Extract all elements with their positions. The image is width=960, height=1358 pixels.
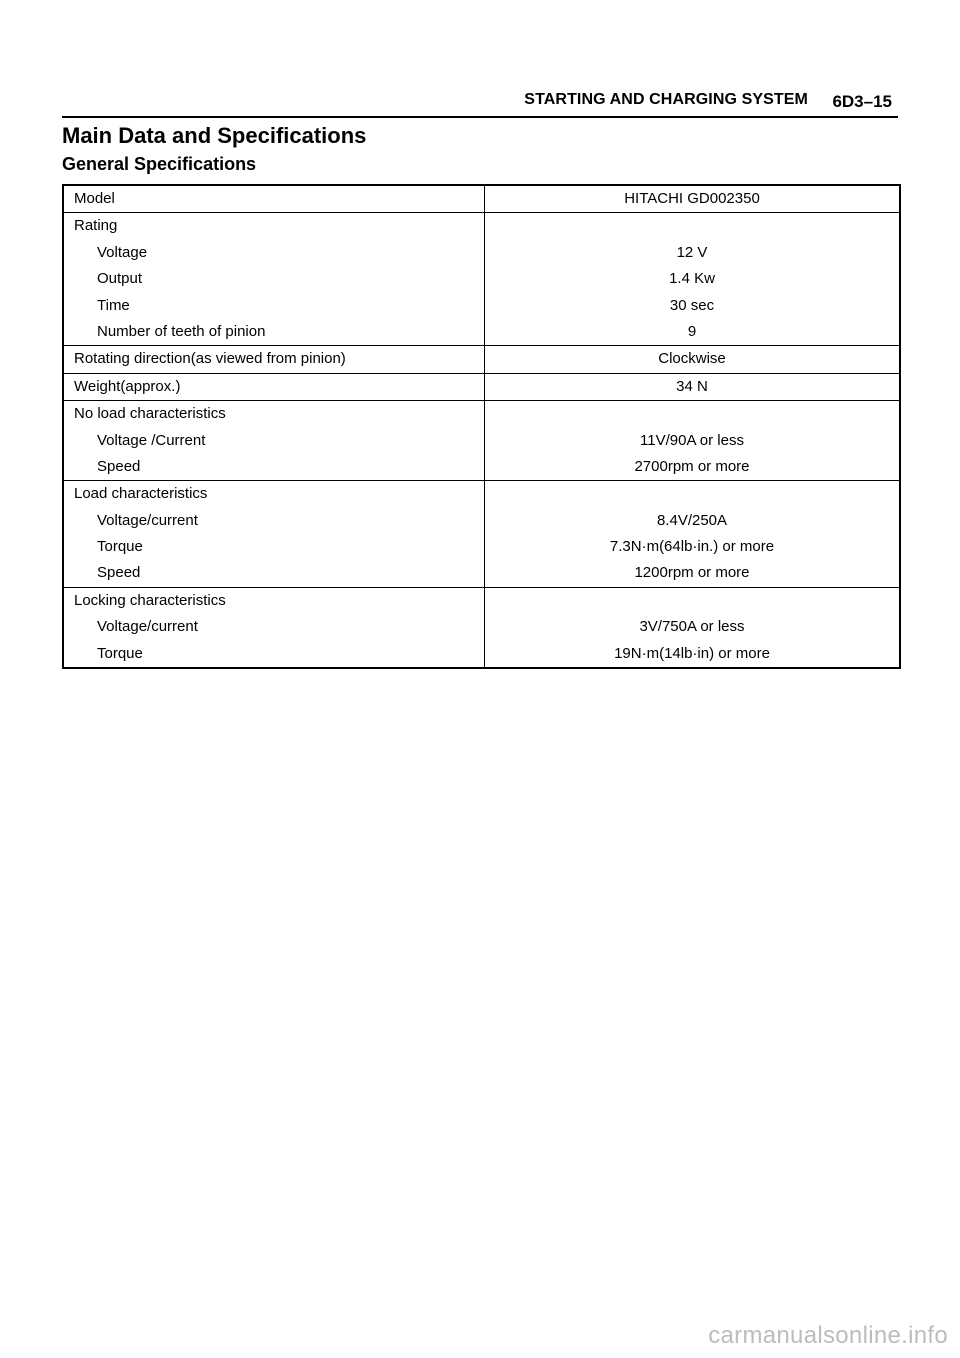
spec-value-cell [485,346,901,373]
spec-item-label: Rating [74,217,118,235]
spec-subitem-label: Output [97,270,143,288]
spec-subitem-label: Voltage /Current [97,431,206,449]
table-row [63,587,900,668]
spec-subitem-label: Speed [97,564,141,582]
table-row [63,481,900,588]
spec-subitem-label: Torque [97,538,143,556]
spec-item-label: Load characteristics [74,485,208,503]
spec-value: 8.4V/250A [656,511,728,529]
spec-item-label: Locking characteristics [74,591,226,609]
spec-subitem-label: Voltage [97,243,148,261]
spec-item-label: No load characteristics [74,405,226,423]
spec-subitem-label: Torque [97,644,143,662]
spec-subitem-label: Speed [97,457,141,475]
spec-value-cell [485,185,901,213]
spec-value: 1.4 Kw [669,270,715,288]
spec-value: 34 N [676,377,708,395]
spec-label-cell [63,185,485,213]
watermark-logo: carmanualsonline.info [708,1322,948,1349]
page-title: Main Data and Specifications [62,123,367,148]
spec-value [485,481,899,507]
spec-item-label: Model [74,190,115,207]
spec-item-label: Rotating direction(as viewed from pinion) [74,350,346,368]
specifications-table [62,184,901,669]
spec-value-cell [485,213,901,346]
spec-label-cell [63,213,485,346]
page-header [62,88,898,118]
spec-value: 2700rpm or more [634,457,750,475]
section-title: General Specifications [62,154,257,174]
table-row [63,346,900,373]
spec-value [485,401,899,427]
spec-label-cell [63,587,485,668]
spec-value: 11V/90A or less [640,431,744,449]
spec-value-cell [485,373,901,400]
page-number: 6D3–15 [832,92,892,111]
spec-value: 1200rpm or more [634,564,750,582]
spec-value: 19N·m(14lb·in) or more [614,644,770,662]
spec-value: 7.3N·m(64lb·in.) or more [609,538,775,556]
spec-item-label: Weight(approx.) [74,377,181,395]
spec-value-cell [485,401,901,481]
table-row [63,185,900,213]
table-row [63,373,900,400]
spec-subitem-label: Time [97,296,130,314]
spec-value: Clockwise [658,350,726,368]
specifications-table-body [63,185,900,668]
spec-label-cell [63,481,485,588]
spec-value-cell [485,587,901,668]
spec-label-cell [63,373,485,400]
spec-label-cell [63,346,485,373]
spec-value-cell [485,481,901,588]
spec-subitem-label: Voltage/current [97,511,198,529]
table-row [63,401,900,481]
spec-value [485,588,899,614]
section-name: STARTING AND CHARGING SYSTEM [524,91,808,108]
spec-value: 12 V [676,243,708,261]
spec-value [485,213,899,239]
spec-value: 3V/750A or less [639,618,745,636]
table-row [63,213,900,346]
spec-value: 9 [687,322,697,340]
spec-value: HITACHI GD002350 [624,190,760,207]
spec-subitem-label: Number of teeth of pinion [97,322,266,340]
spec-value: 30 sec [669,296,715,314]
spec-subitem-label: Voltage/current [97,618,198,636]
spec-label-cell [63,401,485,481]
